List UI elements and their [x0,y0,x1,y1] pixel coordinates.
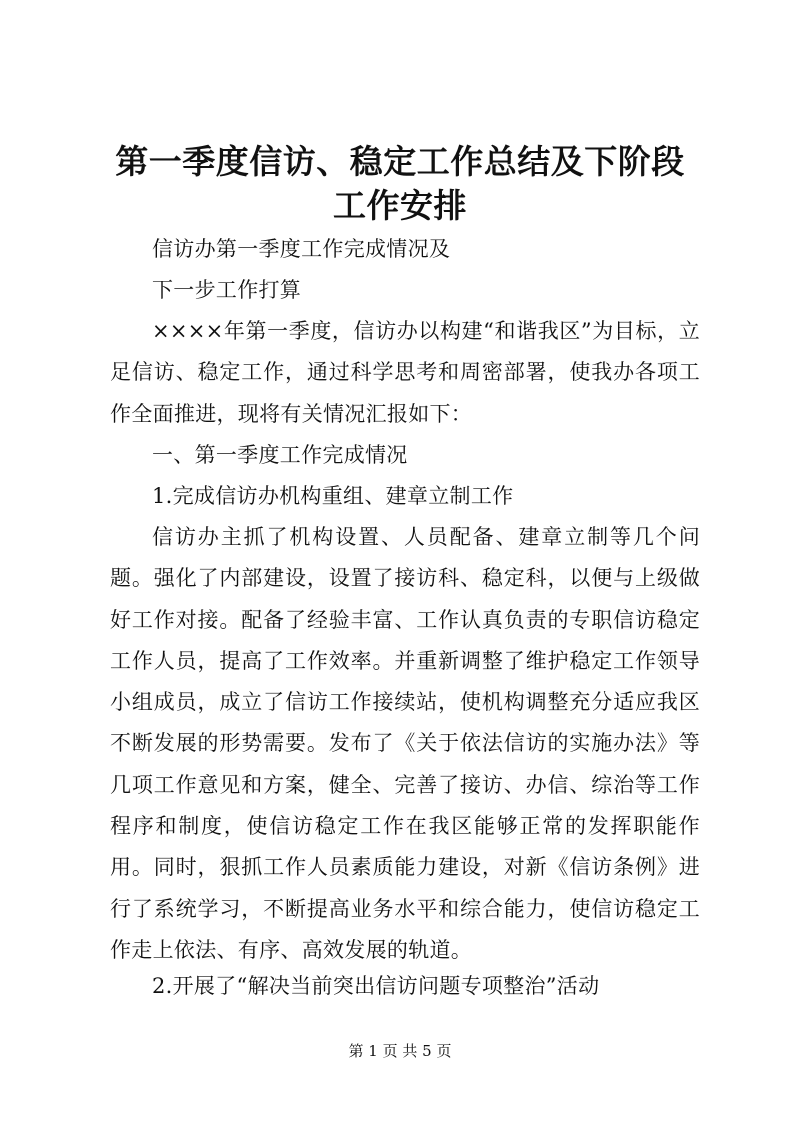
section-heading-1: 一、第一季度工作完成情况 [152,443,408,467]
item-heading-2: 2.开展了“解决当前突出信访问题专项整治”活动 [152,974,600,998]
subtitle-line-1: 信访办第一季度工作完成情况及 [152,237,451,261]
subtitle-line-2: 下一步工作打算 [152,278,302,302]
item-body-1: 信访办主抓了机构设置、人员配备、建章立制等几个问题。强化了内部建设，设置了接访科、稳定科，以便与上级做好工作对接。配备了经验丰富、工作认真负责的专职信访稳定工作人员，提高了工作效率。并重新调整了维护稳定工作领导小组成员，成立了信访工作接续站，使机构调整充分适应我区不断发展的形势需要。发布了《关于依法信访的实施办法》等几项工作意见和方案，健全、完善了接访、办信、综治等工作程序和制度，使信访稳定工作在我区能够正常的发挥职能作用。同时，狠抓工作人员素质能力建设，对新《信访条例》进行了系统学习，不断提高业务水平和综合能力，使信访稳定工作走上依法、有序、高效发展的轨道。 [110,525,700,962]
page-footer: 第 1 页 共 5 页 [348,1042,452,1060]
document-title: 第一季度信访、稳定工作总结及下阶段工作安排 [115,142,685,225]
intro-paragraph: ××××年第一季度，信访办以构建“和谐我区”为目标，立足信访、稳定工作，通过科学思考和周密部署，使我办各项工作全面推进，现将有关情况汇报如下： [110,319,700,426]
item-heading-1: 1.完成信访办机构重组、建章立制工作 [152,484,514,508]
